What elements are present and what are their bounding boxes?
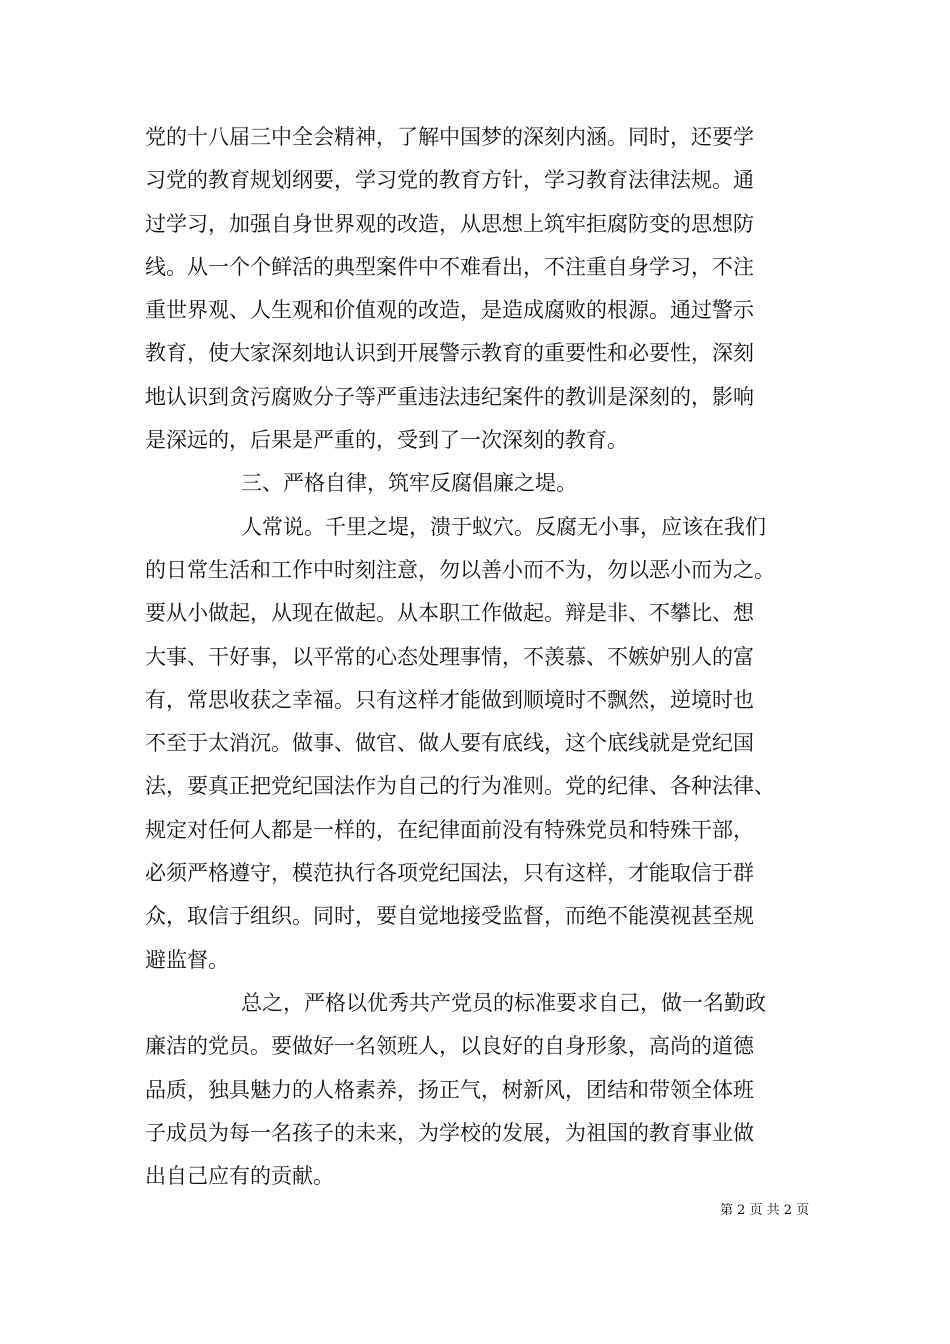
text-line: 地认识到贪污腐败分子等严重违法违纪案件的教训是深刻的，影响 bbox=[145, 384, 754, 409]
text-line: 是深远的，后果是严重的，受到了一次深刻的教育。 bbox=[145, 428, 628, 453]
text-line: 大事、干好事，以平常的心态处理事情，不羡慕、不嫉妒别人的富 bbox=[145, 644, 754, 669]
paragraph-conclusion bbox=[145, 982, 813, 1198]
text-line: 重世界观、人生观和价值观的改造，是造成腐败的根源。通过警示 bbox=[145, 298, 754, 323]
text-line: 品质，独具魅力的人格素养，扬正气，树新风，团结和带领全体班 bbox=[145, 1077, 754, 1102]
text-line: 法，要真正把党纪国法作为自己的行为准则。党的纪律、各种法律、 bbox=[145, 774, 775, 799]
text-line: 教育，使大家深刻地认识到开展警示教育的重要性和必要性，深刻 bbox=[145, 341, 754, 366]
text-line: 习党的教育规划纲要，学习党的教育方针，学习教育法律法规。通 bbox=[145, 168, 754, 193]
text-line: 的日常生活和工作中时刻注意，勿以善小而不为，勿以恶小而为之。 bbox=[145, 557, 775, 582]
text-line: 要从小做起，从现在做起。从本职工作做起。辩是非、不攀比、想 bbox=[145, 601, 754, 626]
paragraph-self-discipline bbox=[145, 506, 813, 982]
text-line: 总之，严格以优秀共产党员的标准要求自己，做一名勤政 bbox=[241, 990, 766, 1015]
section-heading bbox=[145, 462, 813, 505]
paragraph-study bbox=[145, 116, 813, 462]
section-heading-text: 三、严格自律，筑牢反腐倡廉之堤。 bbox=[241, 471, 577, 496]
text-line: 有，常思收获之幸福。只有这样才能做到顺境时不飘然，逆境时也 bbox=[145, 687, 754, 712]
text-line: 避监督。 bbox=[145, 947, 229, 972]
text-line: 不至于太消沉。做事、做官、做人要有底线，这个底线就是党纪国 bbox=[145, 731, 754, 756]
text-line: 出自己应有的贡献。 bbox=[145, 1164, 334, 1189]
text-line: 廉洁的党员。要做好一名领班人，以良好的自身形象，高尚的道德 bbox=[145, 1034, 754, 1059]
text-line: 线。从一个个鲜活的典型案件中不难看出，不注重自身学习，不注 bbox=[145, 254, 754, 279]
document-body bbox=[145, 116, 813, 1198]
page-number-footer: 第 2 页 共 2 页 bbox=[720, 1203, 810, 1218]
text-line: 众，取信于组织。同时，要自觉地接受监督，而绝不能漠视甚至规 bbox=[145, 904, 754, 929]
text-line: 过学习，加强自身世界观的改造，从思想上筑牢拒腐防变的思想防 bbox=[145, 211, 754, 236]
text-line: 规定对任何人都是一样的，在纪律面前没有特殊党员和特殊干部， bbox=[145, 817, 754, 842]
text-line: 必须严格遵守，模范执行各项党纪国法，只有这样，才能取信于群 bbox=[145, 861, 754, 886]
text-line: 人常说。千里之堤，溃于蚁穴。反腐无小事，应该在我们 bbox=[241, 514, 766, 539]
text-line: 党的十八届三中全会精神，了解中国梦的深刻内涵。同时，还要学 bbox=[145, 125, 754, 149]
text-line: 子成员为每一名孩子的未来，为学校的发展，为祖国的教育事业做 bbox=[145, 1120, 754, 1145]
